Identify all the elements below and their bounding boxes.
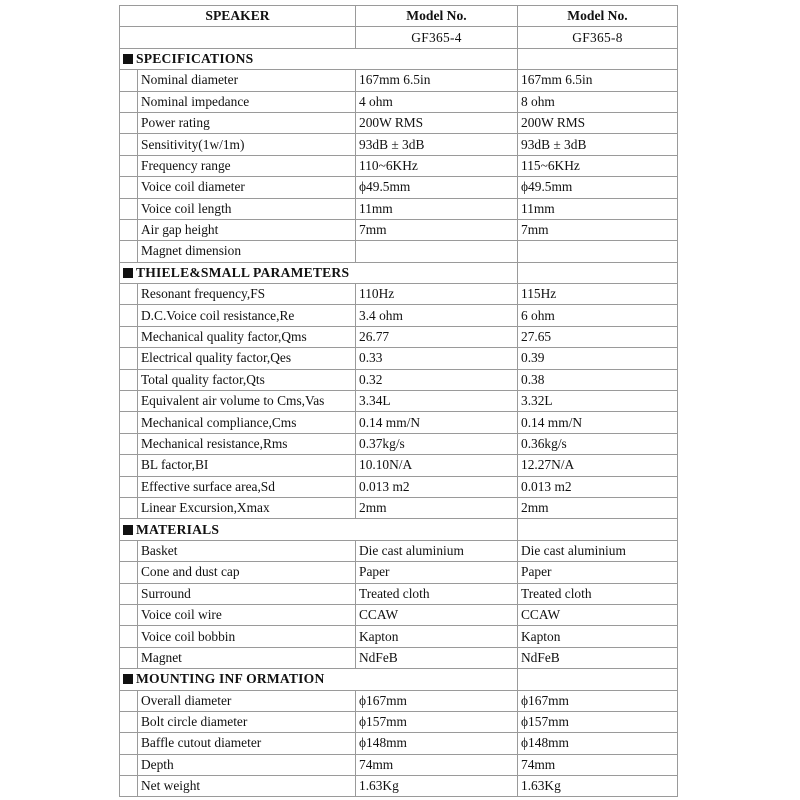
- value-model-1: 0.013 m2: [356, 476, 518, 497]
- value-model-1: 74mm: [356, 754, 518, 775]
- section-header-blank: [518, 669, 678, 690]
- model-row-blank: [120, 27, 356, 48]
- spec-row: [120, 647, 678, 668]
- value-model-2: 0.38: [518, 369, 678, 390]
- spec-label: Voice coil diameter: [138, 177, 356, 198]
- spec-row: [120, 91, 678, 112]
- value-model-1: 4 ohm: [356, 91, 518, 112]
- row-indent-cell: [120, 711, 138, 732]
- spec-label: Mechanical quality factor,Qms: [138, 326, 356, 347]
- black-square-bullet-icon: [123, 525, 133, 535]
- value-model-2: 3.32L: [518, 391, 678, 412]
- model-number-1: GF365-4: [356, 27, 518, 48]
- section-title-cell: [120, 262, 518, 283]
- spec-row: [120, 604, 678, 625]
- value-model-1: ϕ167mm: [356, 690, 518, 711]
- row-indent-cell: [120, 70, 138, 91]
- black-square-bullet-icon: [123, 268, 133, 278]
- value-model-2: 0.39: [518, 348, 678, 369]
- section-title: THIELE&SMALL PARAMETERS: [136, 264, 350, 280]
- spec-label: Overall diameter: [138, 690, 356, 711]
- spec-row: [120, 754, 678, 775]
- spec-table-body: [120, 6, 678, 797]
- value-model-1: 11mm: [356, 198, 518, 219]
- spec-label: Power rating: [138, 112, 356, 133]
- value-model-1: [356, 241, 518, 262]
- speaker-header: SPEAKER: [120, 6, 356, 27]
- value-model-2: NdFeB: [518, 647, 678, 668]
- spec-row: [120, 433, 678, 454]
- row-indent-cell: [120, 754, 138, 775]
- row-indent-cell: [120, 219, 138, 240]
- spec-label: Mechanical resistance,Rms: [138, 433, 356, 454]
- section-header-blank: [518, 48, 678, 69]
- spec-row: [120, 305, 678, 326]
- value-model-2: 74mm: [518, 754, 678, 775]
- spec-row: [120, 219, 678, 240]
- black-square-bullet-icon: [123, 674, 133, 684]
- spec-label: Electrical quality factor,Qes: [138, 348, 356, 369]
- model-number-row: [120, 27, 678, 48]
- spec-row: [120, 284, 678, 305]
- value-model-1: 0.33: [356, 348, 518, 369]
- section-header-blank: [518, 262, 678, 283]
- row-indent-cell: [120, 604, 138, 625]
- row-indent-cell: [120, 583, 138, 604]
- row-indent-cell: [120, 647, 138, 668]
- row-indent-cell: [120, 91, 138, 112]
- spec-row: [120, 112, 678, 133]
- value-model-1: 7mm: [356, 219, 518, 240]
- row-indent-cell: [120, 626, 138, 647]
- spec-label: Total quality factor,Qts: [138, 369, 356, 390]
- spec-label: Equivalent air volume to Cms,Vas: [138, 391, 356, 412]
- value-model-1: 2mm: [356, 497, 518, 518]
- spec-label: Sensitivity(1w/1m): [138, 134, 356, 155]
- spec-row: [120, 198, 678, 219]
- black-square-bullet-icon: [123, 54, 133, 64]
- spec-row: [120, 455, 678, 476]
- section-header-blank: [518, 519, 678, 540]
- section-header-row: [120, 519, 678, 540]
- value-model-2: CCAW: [518, 604, 678, 625]
- value-model-1: 200W RMS: [356, 112, 518, 133]
- spec-row: [120, 733, 678, 754]
- value-model-1: CCAW: [356, 604, 518, 625]
- value-model-1: 3.4 ohm: [356, 305, 518, 326]
- spec-label: Frequency range: [138, 155, 356, 176]
- model-header-1: Model No.: [356, 6, 518, 27]
- spec-row: [120, 369, 678, 390]
- spec-label: Mechanical compliance,Cms: [138, 412, 356, 433]
- spec-table: [119, 5, 678, 797]
- spec-row: [120, 70, 678, 91]
- value-model-2: Die cast aluminium: [518, 540, 678, 561]
- spec-row: [120, 776, 678, 797]
- spec-row: [120, 583, 678, 604]
- row-indent-cell: [120, 497, 138, 518]
- spec-label: Voice coil bobbin: [138, 626, 356, 647]
- section-header-row: [120, 262, 678, 283]
- section-title-cell: [120, 48, 518, 69]
- row-indent-cell: [120, 433, 138, 454]
- spec-label: Bolt circle diameter: [138, 711, 356, 732]
- value-model-1: Paper: [356, 562, 518, 583]
- value-model-1: 0.37kg/s: [356, 433, 518, 454]
- spec-row: [120, 134, 678, 155]
- value-model-1: 3.34L: [356, 391, 518, 412]
- header-row: [120, 6, 678, 27]
- value-model-2: 167mm 6.5in: [518, 70, 678, 91]
- row-indent-cell: [120, 198, 138, 219]
- model-header-2: Model No.: [518, 6, 678, 27]
- spec-row: [120, 711, 678, 732]
- section-title: MOUNTING INF ORMATION: [136, 671, 325, 687]
- row-indent-cell: [120, 391, 138, 412]
- row-indent-cell: [120, 562, 138, 583]
- row-indent-cell: [120, 155, 138, 176]
- spec-label: Voice coil length: [138, 198, 356, 219]
- value-model-1: 0.14 mm/N: [356, 412, 518, 433]
- value-model-2: [518, 241, 678, 262]
- value-model-1: Kapton: [356, 626, 518, 647]
- value-model-2: 27.65: [518, 326, 678, 347]
- row-indent-cell: [120, 241, 138, 262]
- spec-row: [120, 177, 678, 198]
- value-model-2: 0.14 mm/N: [518, 412, 678, 433]
- value-model-2: 7mm: [518, 219, 678, 240]
- value-model-2: ϕ148mm: [518, 733, 678, 754]
- spec-row: [120, 241, 678, 262]
- value-model-1: 93dB ± 3dB: [356, 134, 518, 155]
- value-model-1: 110~6KHz: [356, 155, 518, 176]
- value-model-1: ϕ157mm: [356, 711, 518, 732]
- spec-row: [120, 476, 678, 497]
- value-model-2: 200W RMS: [518, 112, 678, 133]
- spec-row: [120, 497, 678, 518]
- spec-label: Nominal diameter: [138, 70, 356, 91]
- spec-label: Resonant frequency,FS: [138, 284, 356, 305]
- value-model-1: 167mm 6.5in: [356, 70, 518, 91]
- section-header-row: [120, 48, 678, 69]
- value-model-1: NdFeB: [356, 647, 518, 668]
- spec-row: [120, 326, 678, 347]
- value-model-2: 115~6KHz: [518, 155, 678, 176]
- section-title: MATERIALS: [136, 521, 220, 537]
- section-title-cell: [120, 519, 518, 540]
- spec-label: Magnet: [138, 647, 356, 668]
- spec-row: [120, 562, 678, 583]
- row-indent-cell: [120, 284, 138, 305]
- section-title: SPECIFICATIONS: [136, 50, 254, 66]
- spec-label: Effective surface area,Sd: [138, 476, 356, 497]
- spec-row: [120, 391, 678, 412]
- row-indent-cell: [120, 412, 138, 433]
- row-indent-cell: [120, 305, 138, 326]
- value-model-2: ϕ49.5mm: [518, 177, 678, 198]
- spec-label: D.C.Voice coil resistance,Re: [138, 305, 356, 326]
- value-model-2: 11mm: [518, 198, 678, 219]
- value-model-2: 1.63Kg: [518, 776, 678, 797]
- row-indent-cell: [120, 690, 138, 711]
- spec-label: Depth: [138, 754, 356, 775]
- value-model-2: 0.013 m2: [518, 476, 678, 497]
- spec-label: Magnet dimension: [138, 241, 356, 262]
- spec-row: [120, 155, 678, 176]
- value-model-1: ϕ49.5mm: [356, 177, 518, 198]
- spec-label: Linear Excursion,Xmax: [138, 497, 356, 518]
- spec-row: [120, 348, 678, 369]
- value-model-2: 6 ohm: [518, 305, 678, 326]
- row-indent-cell: [120, 476, 138, 497]
- value-model-1: Die cast aluminium: [356, 540, 518, 561]
- row-indent-cell: [120, 348, 138, 369]
- row-indent-cell: [120, 177, 138, 198]
- value-model-2: 2mm: [518, 497, 678, 518]
- value-model-1: 1.63Kg: [356, 776, 518, 797]
- value-model-2: 115Hz: [518, 284, 678, 305]
- row-indent-cell: [120, 369, 138, 390]
- section-title-cell: [120, 669, 518, 690]
- row-indent-cell: [120, 134, 138, 155]
- spec-label: Air gap height: [138, 219, 356, 240]
- spec-row: [120, 626, 678, 647]
- value-model-2: Treated cloth: [518, 583, 678, 604]
- spec-label: Voice coil wire: [138, 604, 356, 625]
- value-model-1: Treated cloth: [356, 583, 518, 604]
- value-model-1: 26.77: [356, 326, 518, 347]
- model-number-2: GF365-8: [518, 27, 678, 48]
- value-model-2: 93dB ± 3dB: [518, 134, 678, 155]
- value-model-2: ϕ167mm: [518, 690, 678, 711]
- spec-label: Net weight: [138, 776, 356, 797]
- spec-label: Nominal impedance: [138, 91, 356, 112]
- value-model-1: 10.10N/A: [356, 455, 518, 476]
- spec-label: Baffle cutout diameter: [138, 733, 356, 754]
- section-header-row: [120, 669, 678, 690]
- value-model-1: 110Hz: [356, 284, 518, 305]
- value-model-2: 12.27N/A: [518, 455, 678, 476]
- value-model-2: 8 ohm: [518, 91, 678, 112]
- value-model-2: Paper: [518, 562, 678, 583]
- row-indent-cell: [120, 540, 138, 561]
- spec-label: BL factor,BI: [138, 455, 356, 476]
- value-model-1: ϕ148mm: [356, 733, 518, 754]
- row-indent-cell: [120, 455, 138, 476]
- row-indent-cell: [120, 733, 138, 754]
- spec-label: Basket: [138, 540, 356, 561]
- spec-label: Surround: [138, 583, 356, 604]
- value-model-1: 0.32: [356, 369, 518, 390]
- spec-row: [120, 690, 678, 711]
- spec-row: [120, 540, 678, 561]
- row-indent-cell: [120, 776, 138, 797]
- spec-row: [120, 412, 678, 433]
- value-model-2: ϕ157mm: [518, 711, 678, 732]
- spec-label: Cone and dust cap: [138, 562, 356, 583]
- value-model-2: Kapton: [518, 626, 678, 647]
- row-indent-cell: [120, 326, 138, 347]
- row-indent-cell: [120, 112, 138, 133]
- value-model-2: 0.36kg/s: [518, 433, 678, 454]
